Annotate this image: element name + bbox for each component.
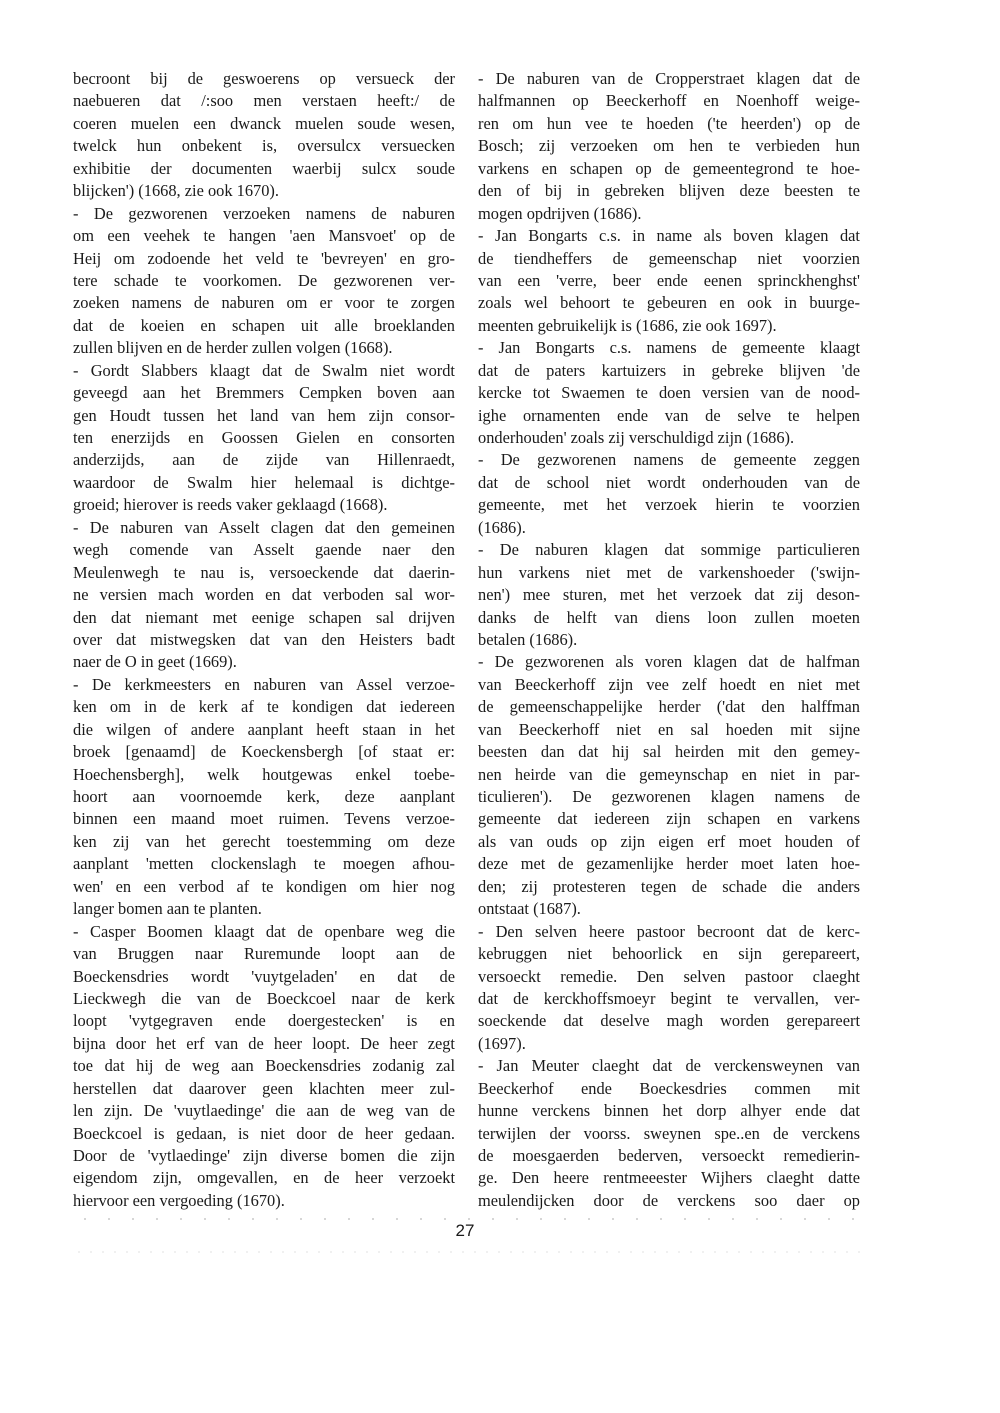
left-column-line: waardoor de Swalm hier helemaal is dichtge- [73, 472, 455, 492]
left-column-line: zullen blijven en de herder zullen volgen (1668). [73, 338, 393, 358]
left-column-line: hiervoor een vergoeding (1670). [73, 1190, 285, 1210]
right-column-line: - De gezworenen als voren klagen dat de halfman [478, 652, 860, 672]
right-column-line: dat de paters kartuizers in gebreke blijven 'de [478, 360, 860, 380]
right-column-line: de tiendheffers de gemeenschap niet voorzien [478, 248, 860, 268]
left-column-line: binnen een maand moet ruimen. Tevens verzoe- [73, 809, 455, 829]
right-column-line: - Jan Meuter claeght dat de verckensweynen van [478, 1056, 860, 1076]
right-column-line: den; zij protesteren tegen de schade die anders [478, 876, 860, 896]
left-column-line: ten enerzijds en Goossen Gielen en consorten [73, 428, 455, 447]
left-column-line: coeren muelen een dwanck muelen soude wesen, [73, 113, 455, 133]
right-column-line: ighe ornamenten ende van de selve te helpen [478, 405, 860, 425]
page-number: 27 [455, 1221, 475, 1240]
right-column-line: kebruggen niet behoorlick en sijn gerepareert, [478, 944, 860, 964]
dotted-rule [73, 1218, 863, 1220]
left-column-line: om een veehek te hangen 'aen Mansvoet' op de [73, 226, 455, 246]
left-column-line: Door de 'vytlaedinge' zijn diverse bomen die zijn [73, 1146, 455, 1165]
left-column-line: anderzijds, aan de zijde van Hillenraedt, [73, 450, 455, 470]
left-column-line: dat de koeien en schapen uit alle broeklanden [73, 315, 455, 335]
right-column-line: de gemeenschappelijke herder ('dat den halffman [478, 697, 860, 717]
left-column-line: naebueren dat /:soo men verstaen heeft:/ de [73, 91, 455, 111]
right-column-line: zoals wel behoort te gebeuren en ook in buurge- [478, 293, 860, 313]
right-column-line: van Beeckerhoff zijn vee zelf hoedt en niet met [478, 674, 860, 694]
left-column-line: - Casper Boomen klaagt dat de openbare weg die [73, 921, 455, 941]
left-column-line: - De gezworenen verzoeken namens de naburen [73, 203, 455, 223]
right-column-line: de moesgaerden bederven, versoeckt remedierin- [478, 1146, 860, 1165]
right-column-line: dat de kerckhoffsmoeyr begint te vervallen, ver- [478, 988, 860, 1008]
right-column-line: ontstaat (1687). [478, 899, 581, 919]
right-column-line: halfmannen op Beeckerhoff en Noenhoff weige- [478, 91, 860, 111]
right-column-line: onderhouden' zoals zij verschuldigd zijn (1686). [478, 428, 795, 447]
left-column [73, 68, 455, 1212]
right-column-line: hun varkens niet met de varkenshoeder ('swijn- [478, 562, 860, 582]
left-column-line: hoort aan voornoemde kerk, deze aanplant [73, 787, 455, 806]
left-column-line: blijcken') (1668, zie ook 1670). [73, 181, 279, 201]
right-column-line: varkens en schapen op de gemeentegrond te hoe- [478, 158, 860, 178]
right-column-line: den of bij in gebreken blijven deze beesten te [478, 181, 860, 201]
left-column-line: - De kerkmeesters en naburen van Assel verzoe- [73, 674, 455, 694]
right-column-line: als van ouds op zijn eigen erf moet houden of [478, 831, 860, 851]
left-column-line: die wilgen of andere aanplant heeft staan in het [73, 719, 455, 739]
right-column-line: meenten gebruikelijk is (1686, zie ook 1697). [478, 315, 777, 335]
left-column-line: den dat niemant met eenige schapen sal drijven [73, 607, 455, 627]
left-column-line: aanplant 'metten clockenslagh te moegen afhou- [73, 854, 455, 874]
right-column-line: versoeckt remedie. Den selven pastoor claeght [478, 966, 860, 986]
right-column-line: Beeckerhof ende Boeckesdries commen mit [478, 1078, 860, 1098]
left-column-line: broek [genaamd] de Koeckensbergh [of staat er: [73, 742, 455, 762]
dotted-rule-faint [73, 1251, 863, 1253]
left-column-line: Boeckensdries wordt 'vuytgeladen' en dat de [73, 966, 455, 986]
left-column-line: eigendom zijn, omgevallen, en de heer verzoekt [73, 1168, 455, 1188]
left-column-line: Boeckcoel is gedaan, is niet door de heer gedaan. [73, 1123, 455, 1143]
left-column-line: ken om in de kerk af te kondigen dat iedereen [73, 697, 455, 717]
left-column-line: loopt 'vytgegraven ende doergestecken' is en [73, 1011, 455, 1031]
right-column-line: - De gezworenen namens de gemeente zeggen [478, 450, 860, 470]
right-column-line: kercke tot Swaemen te doen versien van de nood- [478, 383, 860, 403]
left-column-line: gen Houdt tussen het land van hem zijn consor- [73, 405, 455, 425]
left-column-line: groeid; hierover is reeds vaker geklaagd (1668). [73, 495, 388, 515]
left-column-line: len zijn. De 'vuytlaedinge' die aan de weg van de [73, 1101, 455, 1121]
right-column-line: (1686). [478, 517, 526, 537]
right-column-line: - De naburen van de Cropperstraet klagen dat de [478, 69, 860, 88]
left-column-line: geveegd aan het Bremmers Cempken boven aan [73, 383, 455, 403]
right-column-line: soeckende dat deselve magh worden gerepareert [478, 1011, 860, 1031]
left-column-line: exhibitie der documenten waerbij sulcx soude [73, 158, 455, 178]
left-column-line: twelck hun onbekent is, oversulcx versuecken [73, 136, 455, 156]
right-column-line: ge. Den heere rentmeeester Wijhers claeght datte [478, 1168, 860, 1188]
left-column-line: Lieckwegh die van de Boeckcoel naar de kerk [73, 988, 455, 1008]
right-column-line: ren om hun vee te hoeden ('te heerden') op de [478, 113, 860, 133]
right-column-line: nen') mee sturen, met het verzoek dat zij deson- [478, 585, 860, 605]
left-column-line: ne versien mach worden en dat verboden sal wor- [73, 585, 455, 605]
right-column-line: - Jan Bongarts c.s. in name als boven klagen dat [478, 226, 860, 246]
left-column-line: zoeken namens de naburen om er voor te zorgen [73, 293, 455, 313]
right-column-line: van Beeckerhoff niet en sal hoeden mit sijne [478, 719, 860, 739]
left-column-line: Meulenwegh te nau is, versoeckende dat daerin- [73, 562, 455, 582]
left-column-line: over dat mistwegsken dat van den Heisters badt [73, 629, 455, 649]
left-column-line: naer de O in geet (1669). [73, 652, 237, 672]
left-column-line: Heij om zodoende het veld te 'bevreyen' en gro- [73, 248, 455, 268]
right-column-line: betalen (1686). [478, 629, 578, 649]
left-column-line: herstellen dat daarover geen klachten meer zul- [73, 1078, 455, 1098]
right-column-line: - De naburen klagen dat sommige particulieren [478, 540, 860, 560]
left-column-line: van Bruggen naar Ruremunde loopt aan de [73, 944, 455, 964]
right-column-line: danks de helft van diens loon zullen moeten [478, 607, 860, 627]
left-column-line: bijna door het erf van de heer loopt. De heer zegt [73, 1033, 455, 1053]
left-column-line: tere schade te voorkomen. De gezworenen ver- [73, 270, 455, 290]
left-column-line: Hoechensbergh], welk houtgewas enkel toebe- [73, 764, 455, 784]
right-column-line: van een 'verre, beer ende eenen sprinckhenghst' [478, 270, 860, 290]
right-column-line: beesten dan dat hij sal heirden mit den gemey- [478, 742, 860, 762]
left-column-line: - De naburen van Asselt clagen dat den gemeinen [73, 517, 455, 537]
right-column-line: gemeente dat iedereen zijn schapen en varkens [478, 809, 860, 829]
right-column-line: ticulieren'). De gezworenen klagen namens de [478, 787, 860, 806]
right-column-line: (1697). [478, 1033, 526, 1053]
left-column-line: becroont bij de geswoerens op versueck der [73, 69, 455, 88]
right-column-line: nen heirde van die gemeynschap en niet in par- [478, 764, 860, 784]
right-column-line: Bosch; zij verzoeken om hen te verbieden hun [478, 136, 860, 156]
left-column-line: toe dat hij de weg aan Boeckensdries zodanig zal [73, 1056, 455, 1076]
left-column-line: wen' en een verbod af te kondigen om hier nog [73, 876, 455, 896]
right-column-line: hunne verckens binnen het dorp alhyer ende dat [478, 1101, 860, 1121]
right-column-line: mogen opdrijven (1686). [478, 203, 642, 223]
right-column [478, 68, 860, 1212]
right-column-line: gemeente, met het verzoek hierin te voorzien [478, 495, 860, 515]
left-column-line: - Gordt Slabbers klaagt dat de Swalm niet wordt [73, 360, 455, 380]
right-column-line: terwijlen der voorss. sweynen spe..en de verckens [478, 1123, 860, 1143]
left-column-line: wegh comende van Asselt gaende naer den [73, 540, 455, 560]
right-column-line: - Den selven heere pastoor becroont dat de kerc- [478, 921, 860, 941]
right-column-line: meulendijcken door de verckens soo daer op [478, 1190, 860, 1210]
right-column-line: - Jan Bongarts c.s. namens de gemeente klaagt [478, 338, 860, 358]
right-column-line: dat de school niet wordt onderhouden van de [478, 472, 860, 492]
left-column-line: langer bomen aan te planten. [73, 899, 262, 919]
right-column-line: deze met de gezamenlijke herder moet laten hoe- [478, 854, 860, 874]
left-column-line: ken zij van het gerecht toestemming om deze [73, 831, 455, 851]
